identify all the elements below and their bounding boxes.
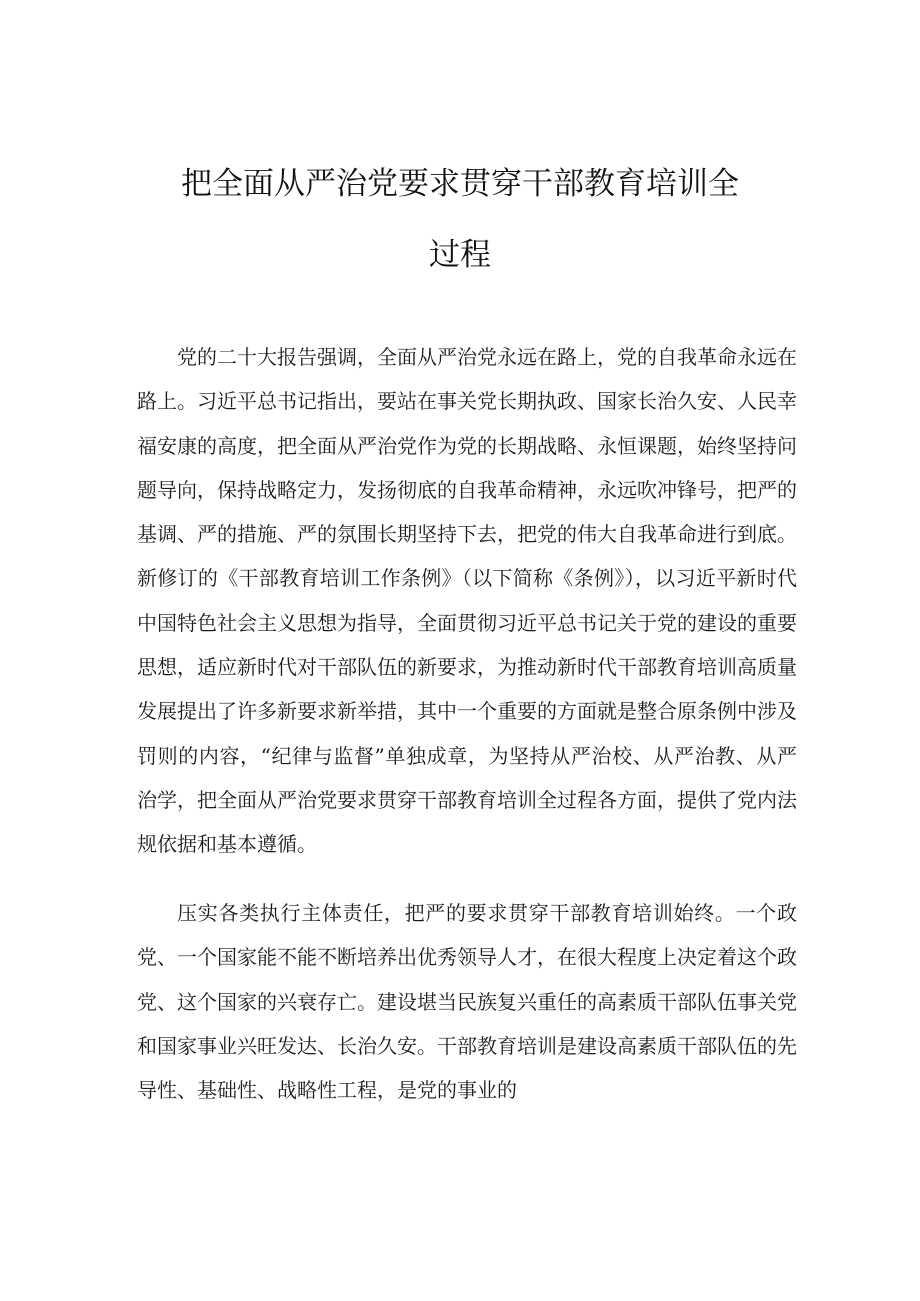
body-paragraph-2: 压实各类执行主体责任，把严的要求贯穿干部教育培训始终。一个政党、一个国家能不能不断培养出优秀领导人才，在很大程度上决定着这个政党、这个国家的兴衰存亡。建设堪当民族复兴重任的高素质干部队伍事关党和国家事业兴旺发达、长治久安。干部教育培训是建设高素质干部队伍的先导性、基础性、战略性工程，是党的事业的: [137, 901, 797, 1103]
document-title-line-1: 把全面从严治党要求贯穿干部教育培训全: [181, 166, 739, 202]
body-paragraph-1: 党的二十大报告强调，全面从严治党永远在路上，党的自我革命永远在路上。习近平总书记指出，要站在事关党长期执政、国家长治久安、人民幸福安康的高度，把全面从严治党作为党的长期战略、永恒课题，始终坚持问题导向，保持战略定力，发扬彻底的自我革命精神，永远吹冲锋号，把严的基调、严的措施、严的氛围长期坚持下去，把党的伟大自我革命进行到底。新修订的《干部教育培训工作条例》（以下简称《条例》），以习近平新时代中国特色社会主义思想为指导，全面贯彻习近平总书记关于党的建设的重要思想，适应新时代对干部队伍的新要求，为推动新时代干部教育培训高质量发展提出了许多新要求新举措，其中一个重要的方面就是整合原条例中涉及罚则的内容，“纪律与监督”单独成章，为坚持从严治校、从严治教、从严治学，把全面从严治党要求贯穿干部教育培训全过程各方面，提供了党内法规依据和基本遵循。: [137, 345, 797, 857]
document-title-line-2: 过程: [429, 237, 491, 273]
